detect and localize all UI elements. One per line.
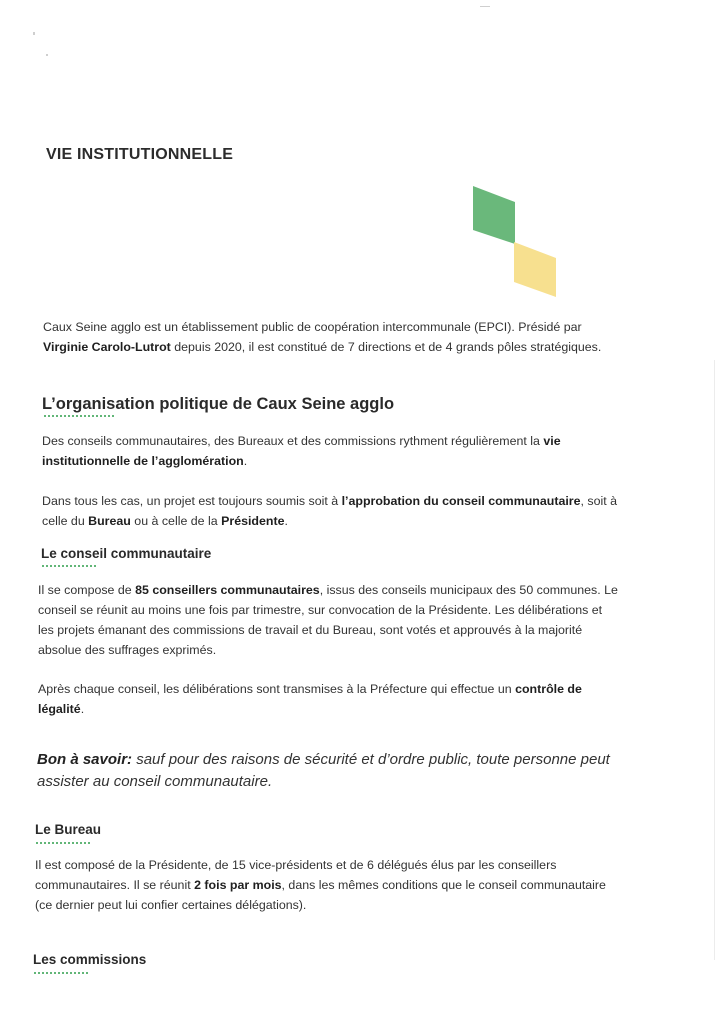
- org-p2-bold-presidente: Présidente: [221, 514, 285, 528]
- intro-line-1: Caux Seine agglo est un établissement public de coopération intercommunale (EPCI). Présidé par: [43, 320, 582, 334]
- good-to-know-callout: [37, 749, 697, 793]
- conseil-l1-rest: , issus des conseils municipaux des 50 communes. Le: [319, 583, 618, 597]
- conseil-line-5: [38, 679, 688, 699]
- scan-speck: [480, 6, 490, 7]
- conseil-l5-text: Après chaque conseil, les délibérations sont transmises à la Préfecture qui effectue un: [38, 682, 516, 696]
- org-p1-text: Des conseils communautaires, des Bureaux et des commissions rythment régulièrement la: [42, 434, 544, 448]
- conseil-l1-bold: 85 conseillers communautaires: [135, 583, 320, 597]
- heading-underline: [43, 415, 115, 417]
- org-p2-bold-approbation: l’approbation du conseil communautaire: [341, 494, 581, 508]
- conseil-l5-bold: contrôle de: [515, 682, 582, 696]
- org-p2-text-d: celle du: [42, 514, 89, 528]
- org-p2-line-1: [42, 491, 682, 511]
- section-heading-commissions: Les commissions: [33, 952, 147, 967]
- bureau-line-3: (ce dernier peut lui confier certaines délégations).: [35, 898, 307, 912]
- scan-speck: [714, 360, 715, 960]
- tip-label: Bon à savoir:: [37, 751, 133, 768]
- tip-text-1: sauf pour des raisons de sécurité et d’ordre public, toute personne peut: [132, 751, 610, 768]
- section-heading-conseil: Le conseil communautaire: [41, 546, 212, 561]
- heading-underline: [41, 565, 97, 567]
- tip-line-2: assister au conseil communautaire.: [37, 773, 273, 790]
- org-p1-end: .: [243, 454, 248, 468]
- heading-underline: [35, 842, 91, 844]
- scan-speck: [46, 54, 48, 56]
- section-heading-bureau: Le Bureau: [35, 822, 102, 837]
- conseil-line-4: absolue des suffrages exprimés.: [38, 643, 217, 657]
- org-p1-bold-2: institutionnelle de l’agglomération: [42, 454, 244, 468]
- organisation-paragraph-1: [42, 431, 682, 471]
- conseil-paragraph-2: [38, 679, 688, 719]
- org-p2-bold-bureau: Bureau: [88, 514, 131, 528]
- conseil-paragraph-1: [38, 580, 688, 660]
- org-p1-line-2: [42, 451, 682, 471]
- bureau-line-2: [35, 875, 685, 895]
- bureau-l2-rest: , dans les mêmes conditions que le conseil communautaire: [281, 878, 606, 892]
- org-p2-text-a: Dans tous les cas, un projet est toujours soumis soit à: [42, 494, 342, 508]
- president-name: Virginie Carolo-Lutrot: [43, 340, 171, 354]
- decorative-logo: [470, 186, 560, 298]
- bureau-paragraph: [35, 855, 685, 915]
- page-title: VIE INSTITUTIONNELLE: [46, 146, 234, 163]
- heading-underline: [33, 972, 89, 974]
- org-p2-line-2: [42, 511, 682, 531]
- intro-paragraph: [43, 317, 683, 357]
- tip-line-1: [37, 749, 697, 771]
- conseil-line-3: les projets émanant des commissions de travail et du Bureau, sont votés et approuvés à la majorité: [38, 623, 583, 637]
- conseil-l6-bold: légalité: [38, 702, 81, 716]
- organisation-paragraph-2: [42, 491, 682, 531]
- conseil-line-2: conseil se réunit au moins une fois par trimestre, sur convocation de la Présidente. Les délibérations et: [38, 603, 603, 617]
- bureau-line-1: Il est composé de la Présidente, de 15 vice-présidents et de 6 délégués élus par les conseillers: [35, 858, 557, 872]
- org-p2-text-f: ou à celle de la: [130, 514, 222, 528]
- intro-line-2: [43, 337, 683, 357]
- section-heading-organisation: L’organisation politique de Caux Seine agglo: [42, 395, 395, 413]
- org-p1-bold: vie: [543, 434, 561, 448]
- conseil-l6-end: .: [80, 702, 85, 716]
- org-p2-text-c: , soit à: [580, 494, 618, 508]
- bureau-l2-bold: 2 fois par mois: [194, 878, 282, 892]
- conseil-l1-text: Il se compose de: [38, 583, 136, 597]
- intro-line-2-text: depuis 2020, il est constitué de 7 directions et de 4 grands pôles stratégiques.: [170, 340, 602, 354]
- scan-speck: [33, 32, 35, 35]
- green-parallelogram: [473, 186, 515, 244]
- org-p2-end: .: [284, 514, 288, 528]
- bureau-l2-text: communautaires. Il se réunit: [35, 878, 195, 892]
- conseil-line-1: [38, 580, 688, 600]
- yellow-parallelogram: [514, 242, 556, 297]
- conseil-line-6: [38, 699, 688, 719]
- org-p1-line-1: [42, 431, 682, 451]
